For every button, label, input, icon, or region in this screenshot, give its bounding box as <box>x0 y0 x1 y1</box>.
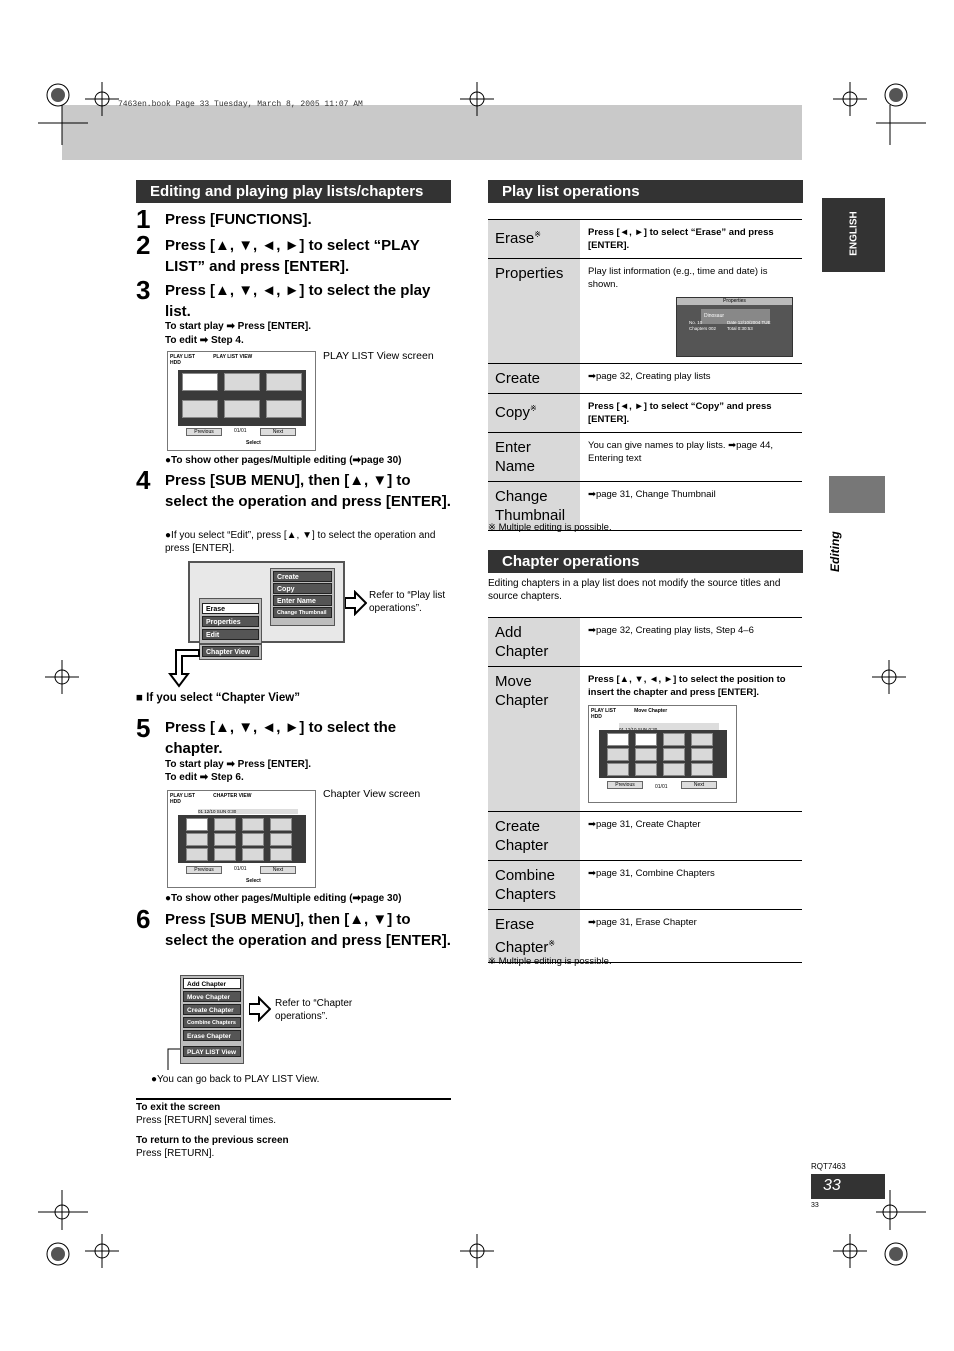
menu-item-change-thumbnail[interactable]: Change Thumbnail <box>273 607 332 618</box>
thumbnail[interactable] <box>242 833 264 846</box>
thumbnail[interactable] <box>266 373 302 391</box>
thumbnail[interactable] <box>607 763 629 776</box>
crosshair-icon <box>833 82 867 116</box>
thumbnail-selected[interactable] <box>607 733 629 746</box>
section-tab <box>829 476 885 513</box>
page-indicator: 01/01 <box>234 866 247 872</box>
header-band <box>62 105 802 160</box>
thumbnail[interactable] <box>691 763 713 776</box>
previous-button[interactable]: Previous <box>186 866 222 874</box>
file-info: 7463en.book Page 33 Tuesday, March 8, 2005 11:07 AM <box>118 100 363 109</box>
section-label: Editing <box>828 531 842 572</box>
menu-item-add-chapter[interactable]: Add Chapter <box>183 978 241 989</box>
previous-button[interactable]: Previous <box>607 781 643 789</box>
page-indicator: 01/01 <box>655 784 668 790</box>
divider <box>136 1098 451 1100</box>
previous-button[interactable]: Previous <box>186 428 222 436</box>
menu-item-chapter-view[interactable]: Chapter View <box>202 646 259 657</box>
chapter-view-screen <box>167 790 316 888</box>
thumbnail[interactable] <box>691 748 713 761</box>
thumbnail[interactable] <box>635 748 657 761</box>
playlist-ops-table <box>488 219 802 531</box>
submenu-chapter-view <box>199 644 262 660</box>
thumbnail-grid <box>178 370 306 426</box>
arrow-right-icon <box>249 996 271 1022</box>
table-row <box>488 667 802 812</box>
op-name: Change Thumbnail <box>488 482 580 531</box>
thumbnail[interactable] <box>270 833 292 846</box>
chapter-ops-table <box>488 617 802 963</box>
section-title-editing: Editing and playing play lists/chapters <box>136 180 451 203</box>
screen-subtitle: PLAY LIST VIEW <box>213 354 253 360</box>
thumbnail[interactable] <box>182 400 218 418</box>
op-desc: ➡page 32, Creating play lists, Step 4–6 <box>580 618 802 667</box>
thumbnail[interactable] <box>663 733 685 746</box>
op-name: Move Chapter <box>488 667 580 812</box>
screen-subtitle: CHAPTER VIEW <box>213 793 252 799</box>
crosshair-icon <box>45 660 79 694</box>
properties-box: Properties Dinosaur No. 10 Chapters 002 Date 12/10/2004 TUE Total 0:30:53 <box>676 297 793 357</box>
thumbnail[interactable] <box>242 848 264 861</box>
crosshair-icon <box>460 82 494 116</box>
step-note: To edit ➡ Step 6. <box>165 772 244 783</box>
thumbnail[interactable] <box>691 733 713 746</box>
thumbnail[interactable] <box>607 748 629 761</box>
arrow-down-icon <box>166 648 202 688</box>
section-title-playlist-ops: Play list operations <box>488 180 803 203</box>
op-name: Properties <box>488 259 580 364</box>
table-row <box>488 364 802 394</box>
step-number: 2 <box>136 230 151 260</box>
move-chapter-screen: PLAY LIST Move Chapter HDD Previous 01/01 Next <box>588 705 737 803</box>
go-back-note: ●You can go back to PLAY LIST View. <box>151 1074 320 1085</box>
menu-item-enter-name[interactable]: Enter Name <box>273 595 332 606</box>
thumbnail-selected[interactable] <box>182 373 218 391</box>
drive-label: HDD <box>170 799 181 805</box>
step-note: To edit ➡ Step 4. <box>165 335 244 346</box>
page-reference: ●To show other pages/Multiple editing (➡page 30) <box>165 893 402 904</box>
step-text: Press [▲, ▼, ◄, ►] to select “PLAY LIST” and press [ENTER]. <box>165 237 420 275</box>
menu-item-move-chapter[interactable]: Move Chapter <box>183 991 241 1002</box>
op-name: Enter Name <box>488 433 580 482</box>
registration-mark-bottom-right <box>866 1190 926 1270</box>
screen-caption: Chapter View screen <box>323 788 421 800</box>
select-label: Select <box>246 440 261 446</box>
op-name: Create <box>488 364 580 394</box>
thumbnail[interactable] <box>270 848 292 861</box>
menu-item-erase-chapter[interactable]: Erase Chapter <box>183 1030 241 1041</box>
page-indicator: 01/01 <box>234 428 247 434</box>
chapter-intro: Editing chapters in a play list does not modify the source titles and source chapters. <box>488 578 781 602</box>
return-text: Press [RETURN]. <box>136 1148 215 1159</box>
thumbnail[interactable] <box>214 833 236 846</box>
page-number-small: 33 <box>811 1202 819 1209</box>
screen-title: PLAY LIST <box>170 354 196 360</box>
menu-item-copy[interactable]: Copy <box>273 583 332 594</box>
menu-item-create[interactable]: Create <box>273 571 332 582</box>
screen-title: PLAY LIST <box>170 793 196 799</box>
thumbnail[interactable] <box>270 818 292 831</box>
refer-note: Refer to “Chapter operations”. <box>275 998 353 1022</box>
step-number: 4 <box>136 465 151 495</box>
table-row <box>488 433 802 482</box>
thumbnail[interactable] <box>224 373 260 391</box>
table-row <box>488 861 802 910</box>
screen-caption: PLAY LIST View screen <box>323 350 434 362</box>
step-number: 3 <box>136 275 151 305</box>
footnote: ※ Multiple editing is possible. <box>488 522 612 533</box>
op-name: Add Chapter <box>488 618 580 667</box>
op-desc: You can give names to play lists. ➡page 44, Entering text <box>580 433 802 482</box>
op-name: Erase Chapter※ <box>488 910 580 963</box>
playlist-view-screen <box>167 351 316 451</box>
menu-item-erase[interactable]: Erase <box>202 603 259 614</box>
table-row <box>488 220 802 259</box>
next-button[interactable]: Next <box>681 781 717 789</box>
arrow-right-icon <box>345 590 367 616</box>
op-desc: ➡page 32, Creating play lists <box>580 364 802 394</box>
thumbnail[interactable] <box>224 400 260 418</box>
table-row <box>488 812 802 861</box>
op-desc: ➡page 31, Create Chapter <box>580 812 802 861</box>
chapter-submenu <box>180 975 244 1064</box>
crosshair-icon <box>85 1234 119 1268</box>
op-desc: Play list information (e.g., time and date) is shown. Properties Dinosaur No. 10 Chapters 002 Date 12/10/2004 TUE Total 0:30:53 <box>580 259 802 364</box>
table-row <box>488 910 802 963</box>
crosshair-icon <box>833 1234 867 1268</box>
thumbnail-grid <box>178 815 306 863</box>
crosshair-icon <box>85 82 119 116</box>
thumbnail[interactable] <box>266 400 302 418</box>
step-text: Press [FUNCTIONS]. <box>165 211 312 228</box>
thumbnail[interactable] <box>214 818 236 831</box>
chapter-info: 01 12/10 SUN 0:30 <box>198 809 298 814</box>
op-desc: Press [◄, ►] to select “Erase” and press [ENTER]. <box>580 220 802 259</box>
refer-note: Refer to “Play list operations”. <box>369 590 446 614</box>
next-button[interactable]: Next <box>260 428 296 436</box>
op-desc: ➡page 31, Change Thumbnail <box>580 482 802 531</box>
op-name: Create Chapter <box>488 812 580 861</box>
menu-item-create-chapter[interactable]: Create Chapter <box>183 1004 241 1015</box>
thumbnail[interactable] <box>242 818 264 831</box>
table-row <box>488 618 802 667</box>
registration-mark-top-right <box>866 75 926 145</box>
thumbnail[interactable] <box>663 763 685 776</box>
page-number: 33 <box>811 1174 885 1199</box>
thumbnail[interactable] <box>635 763 657 776</box>
step-text: Press [SUB MENU], then [▲, ▼] to select the operation and press [ENTER]. <box>165 472 451 510</box>
step-text: Press [▲, ▼, ◄, ►] to select the chapter. <box>165 719 397 757</box>
thumbnail[interactable] <box>186 848 208 861</box>
drive-label: HDD <box>170 360 181 366</box>
op-desc: ➡page 31, Combine Chapters <box>580 861 802 910</box>
submenu-primary <box>199 598 262 644</box>
op-desc: Press [◄, ►] to select “Copy” and press [ENTER]. <box>580 394 802 433</box>
thumbnail[interactable] <box>635 733 657 746</box>
step-text: Press [SUB MENU], then [▲, ▼] to select the operation and press [ENTER]. <box>165 911 451 949</box>
op-name: Copy※ <box>488 394 580 433</box>
menu-item-combine-chapters[interactable]: Combine Chapters <box>183 1017 241 1028</box>
table-row <box>488 394 802 433</box>
section-title-chapter-ops: Chapter operations <box>488 550 803 573</box>
op-desc: ➡page 31, Erase Chapter <box>580 910 802 963</box>
thumbnail[interactable] <box>214 848 236 861</box>
step-note: To start play ➡ Press [ENTER]. <box>165 759 312 770</box>
exit-title: To exit the screen <box>136 1102 221 1113</box>
table-row <box>488 259 802 364</box>
step-number: 1 <box>136 204 151 234</box>
op-desc: Press [▲, ▼, ◄, ►] to select the position to insert the chapter and press [ENTER]. PLAY LIST Move Chapter HDD Previous 01/01 Next <box>580 667 802 812</box>
crosshair-icon <box>460 1234 494 1268</box>
step-note: To start play ➡ Press [ENTER]. <box>165 321 312 332</box>
exit-text: Press [RETURN] several times. <box>136 1115 277 1126</box>
crosshair-icon <box>872 660 906 694</box>
menu-item-properties[interactable]: Properties <box>202 616 259 627</box>
menu-item-playlist-view[interactable]: PLAY LIST View <box>183 1046 241 1057</box>
step-note: ●If you select “Edit”, press [▲, ▼] to select the operation and press [ENTER]. <box>165 530 436 554</box>
select-label: Select <box>246 878 261 884</box>
footnote: ※ Multiple editing is possible. <box>488 956 612 967</box>
thumbnail[interactable] <box>663 748 685 761</box>
menu-item-edit[interactable]: Edit <box>202 629 259 640</box>
language-tab: ENGLISH <box>822 198 885 272</box>
op-name: Combine Chapters <box>488 861 580 910</box>
bracket-line <box>166 1046 182 1072</box>
return-title: To return to the previous screen <box>136 1135 289 1146</box>
model-number: RQT7463 <box>811 1162 846 1171</box>
thumbnail-grid <box>599 730 727 778</box>
submenu-edit <box>270 568 335 626</box>
step-number: 6 <box>136 904 151 934</box>
thumbnail[interactable] <box>186 833 208 846</box>
next-button[interactable]: Next <box>260 866 296 874</box>
step-number: 5 <box>136 713 151 743</box>
step-text: Press [▲, ▼, ◄, ►] to select the play list. <box>165 282 431 320</box>
thumbnail-selected[interactable] <box>186 818 208 831</box>
page-reference: ●To show other pages/Multiple editing (➡page 30) <box>165 455 402 466</box>
chapter-view-heading: ■ If you select “Chapter View” <box>136 692 300 704</box>
op-name: Erase※ <box>488 220 580 259</box>
